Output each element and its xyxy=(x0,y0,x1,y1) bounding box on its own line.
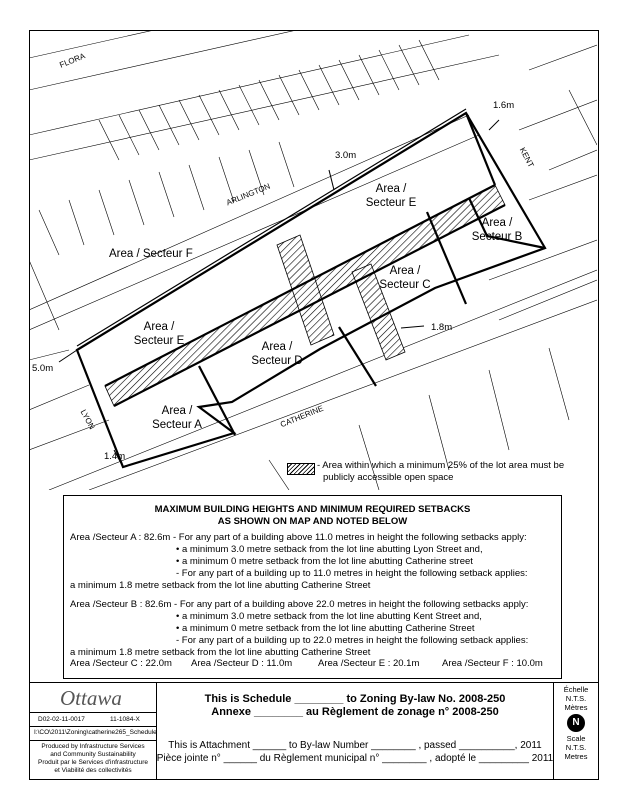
scale-label: Scale xyxy=(566,734,586,743)
legend-hatch-swatch xyxy=(287,463,315,475)
summary-d: Area /Secteur D : 11.0m xyxy=(191,658,293,669)
summary-e: Area /Secteur E : 20.1m xyxy=(318,658,420,669)
dimension-3-0m: 3.0m xyxy=(335,150,357,161)
area-b-line-1: Area /Secteur B : 82.6m - For any part of a building above 22.0 metres in height the following setbacks apply: xyxy=(70,599,529,610)
area-b-line-4: - For any part of a building up to 22.0 metres in height the following setback applies: xyxy=(176,635,529,646)
file-number-1: D02-02-11-0017 xyxy=(38,716,85,723)
metres-label-1: Mètres xyxy=(564,703,588,712)
setback-table xyxy=(63,495,562,679)
area-a-line-4: - For any part of a building up to 11.0 metres in height the following setback applies: xyxy=(176,568,528,579)
street-lyon: LYON xyxy=(78,408,97,431)
summary-c: Area /Secteur C : 22.0m xyxy=(70,658,172,669)
attach-en: This is Attachment ______ to By-law Number ________ , passed __________, 2011 xyxy=(168,740,542,751)
table-title-1: MAXIMUM BUILDING HEIGHTS AND MINIMUM REQUIRED SETBACKS xyxy=(154,504,471,515)
area-a: Area / Secteur A xyxy=(152,405,202,431)
north-arrow-icon: N xyxy=(567,714,585,732)
ottawa-logo: Ottawa xyxy=(60,686,122,710)
area-b-line-3: • a minimum 0 metre setback from the lot line abutting Catherine Street xyxy=(176,623,475,634)
zoning-map xyxy=(29,30,597,490)
logo-panel xyxy=(30,683,157,779)
area-a-line-5: a minimum 1.8 metre setback from the lot line abutting Catherine Street xyxy=(70,580,371,591)
nts-label-2: N.T.S. xyxy=(565,743,587,752)
metres-label-2: Metres xyxy=(564,752,588,761)
dimension-markers xyxy=(59,120,499,467)
schedule-en: This is Schedule ________ to Zoning By-law No. 2008-250 xyxy=(204,693,506,705)
area-f: Area / Secteur F xyxy=(109,248,193,260)
legend-line-1: - Area within which a minimum 25% of the lot area must be xyxy=(317,460,565,471)
summary-f: Area /Secteur F : 10.0m xyxy=(442,658,543,669)
area-e-top: Area / Secteur E xyxy=(365,183,417,209)
area-a-line-3: • a minimum 0 metre setback from the lot line abutting Catherine street xyxy=(176,556,473,567)
street-flora: FLORA xyxy=(58,51,87,70)
dimension-5-0m: 5.0m xyxy=(32,363,54,374)
title-block xyxy=(29,682,599,780)
schedule-fr: Annexe ________ au Règlement de zonage n° 2008-250 xyxy=(211,706,499,718)
table-title-2: AS SHOWN ON MAP AND NOTED BELOW xyxy=(217,516,408,527)
attachment-text xyxy=(156,739,554,765)
dimension-1-4m: 1.4m xyxy=(104,451,126,462)
street-arlington: ARLINGTON xyxy=(225,181,272,208)
area-d: Area / Secteur D xyxy=(251,341,303,367)
attach-fr: Pièce jointe n° ______ du Règlement municipal n° ________ , adopté le _________ 2011 xyxy=(156,753,554,764)
area-b-line-5: a minimum 1.8 metre setback from the lot line abutting Catherine Street xyxy=(70,647,371,658)
echelle-label: Échelle xyxy=(563,685,589,694)
street-catherine: CATHERINE xyxy=(278,403,325,430)
file-number-2: 11-1084-X xyxy=(110,716,140,723)
area-b-line-2: • a minimum 3.0 metre setback from the lot line abutting Kent Street and, xyxy=(176,611,482,622)
street-kent: KENT xyxy=(517,145,536,170)
file-path: I:\CO\2011\Zoning\catherine265_Schedule xyxy=(34,729,157,736)
schedule-title xyxy=(156,693,554,719)
area-b: Area / Secteur B xyxy=(471,217,523,243)
area-e-left: Area / Secteur E xyxy=(133,321,185,347)
area-a-line-2: • a minimum 3.0 metre setback from the lot line abutting Lyon Street and, xyxy=(176,544,483,555)
area-a-line-1: Area /Secteur A : 82.6m - For any part of a building above 11.0 metres in height the following setbacks apply: xyxy=(70,532,527,543)
area-c: Area / Secteur C xyxy=(379,265,431,291)
dimension-1-6m: 1.6m xyxy=(493,100,515,111)
produced-by: Produced by Infrastructure Services and Community Sustainability Produit par le Services d'infrastructure et Viabilité des collectivités xyxy=(38,743,148,774)
legend-line-2: publicly accessible open space xyxy=(323,472,454,483)
scale-panel xyxy=(553,683,598,779)
map-drawing xyxy=(29,30,597,490)
nts-label-1: N.T.S. xyxy=(565,694,587,703)
dimension-1-8m: 1.8m xyxy=(431,322,453,333)
